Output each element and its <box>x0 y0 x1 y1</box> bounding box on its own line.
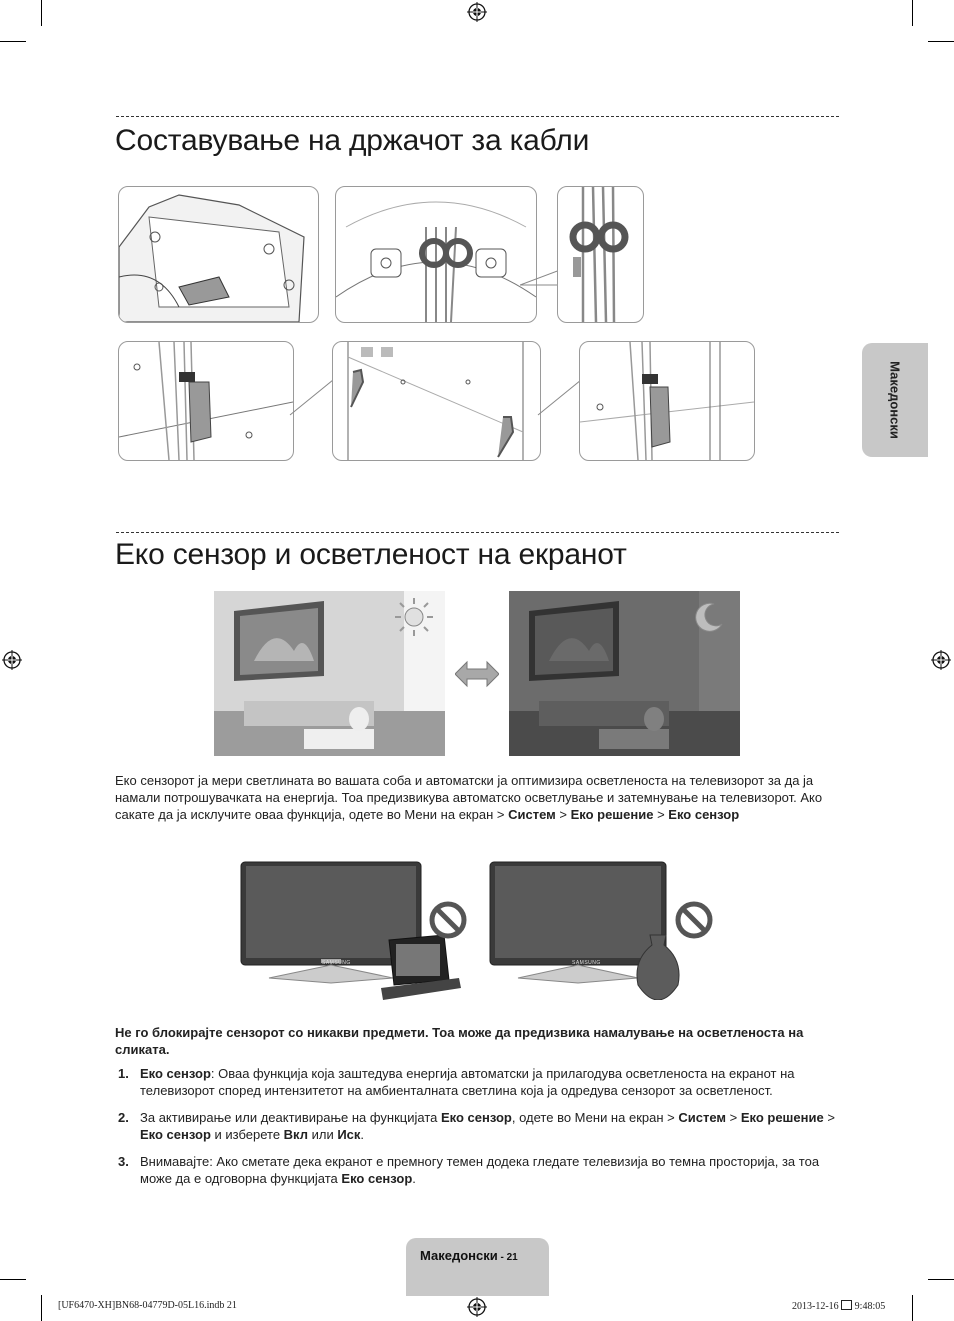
registration-mark-icon <box>2 650 22 670</box>
crop-mark <box>0 1279 26 1280</box>
sun-icon <box>393 596 435 638</box>
registration-mark-icon <box>467 2 487 22</box>
crop-mark <box>41 1295 42 1321</box>
illustration-cable-clip <box>335 186 537 323</box>
illustration-cables-right <box>579 341 755 461</box>
prohibited-icon <box>428 900 468 940</box>
crop-mark <box>912 0 913 26</box>
illustration-cables-left <box>118 341 294 461</box>
tv-brand-label: SAMSUNG <box>322 960 351 966</box>
illustration-stand-back <box>118 186 319 323</box>
page-number: - 21 <box>497 1252 518 1263</box>
prohibited-icon <box>674 900 714 940</box>
illustration-clip-detail <box>557 186 644 323</box>
moon-icon <box>692 600 726 634</box>
tv-blocked-by-vase <box>488 860 688 1000</box>
print-file-info: [UF6470-XH]BN68-04779D-05L16.indb 21 <box>58 1300 237 1311</box>
print-date-info: 2013-12-16 9:48:05 <box>792 1301 886 1312</box>
warning-text: Не го блокирајте сензорот со никакви предмети. Тоа може да предизвика намалување на осветленоста на сликата. <box>115 1025 804 1057</box>
section-divider <box>116 532 839 533</box>
callout-line <box>285 380 337 420</box>
section-divider <box>116 116 839 117</box>
crop-mark <box>928 41 954 42</box>
crop-mark <box>928 1279 954 1280</box>
registration-mark-icon <box>467 1297 487 1317</box>
eco-sensor-description: Еко сензорот ја мери светлината во вашата соба и автоматски ја оптимизира осветленоста на телевизорот за да ја намали потрошувачката на енергија. Тоа предизвикува автоматско осветлување и затемнување на телевизорот. Ако сакате да ја исклучите оваа функција, одете во Мени на екран > Систем > Еко решение > Еко сензор <box>115 773 823 822</box>
glyph-box-icon <box>841 1300 852 1310</box>
page-footer-tab <box>406 1238 549 1296</box>
section-title-eco-sensor: Еко сензор и осветленост на екранот <box>115 538 627 571</box>
double-arrow-icon <box>455 660 499 688</box>
crop-mark <box>912 1295 913 1321</box>
language-side-label: Македонски <box>887 361 903 439</box>
crop-mark <box>41 0 42 26</box>
tv-brand-label: SAMSUNG <box>572 960 601 966</box>
crop-mark <box>0 41 26 42</box>
language-side-tab <box>862 343 928 457</box>
footer-language: Македонски <box>420 1248 498 1263</box>
illustration-tv-back <box>332 341 541 461</box>
registration-mark-icon <box>931 650 951 670</box>
section-title-cable-holder: Составување на држачот за кабли <box>115 124 590 157</box>
